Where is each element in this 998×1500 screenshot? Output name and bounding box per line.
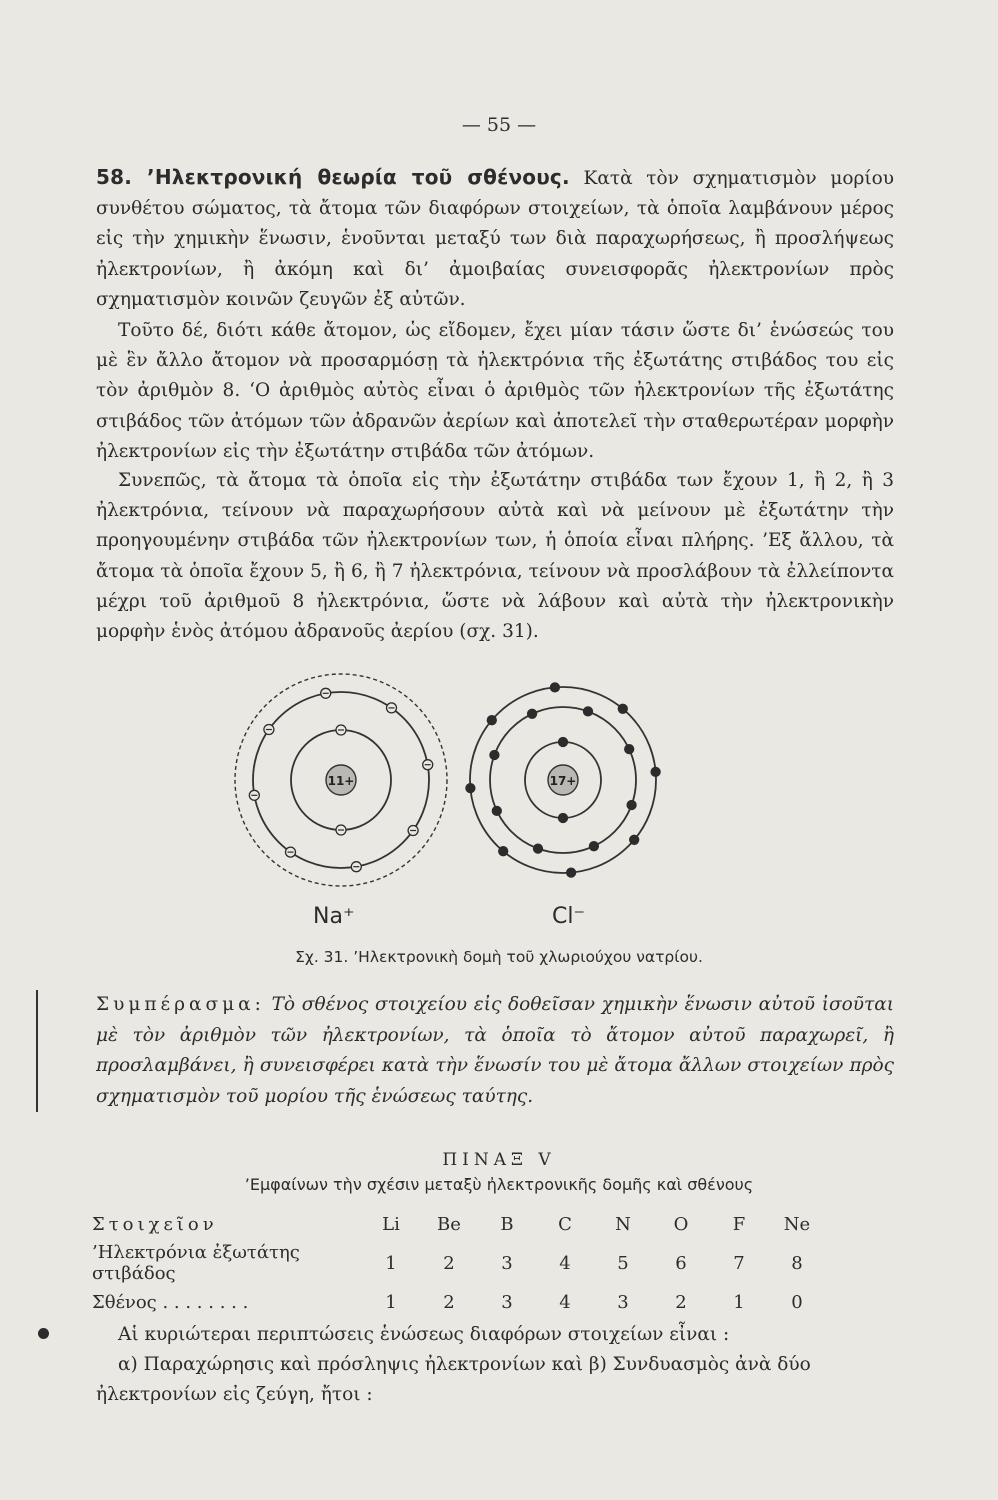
table-cell: Ne <box>783 1213 811 1235</box>
cl-electron-shell-3 <box>618 704 627 713</box>
conclusion-text: Τὸ σθένος στοιχείου εἰς δοθεῖσαν χημικὴν ἕνωσιν αὐτοῦ ἰσοῦται μὲ τὸν ἀριθμὸν τῶν ἠλεκτρονίων, τὰ ὁποῖα τὸ ἄτομον αὐτοῦ παραχωρεῖ, ἢ προσλαμβάνει, ἢ συνεισφέρει κατὰ τὴν ἕνωσίν του μὲ ἄτομα ἄλλων στοιχείων πρὸς σχηματισμὸν τοῦ μορίου τῆς ἑνώσεως ταύτης. <box>96 994 894 1107</box>
table-row-label: Σθένος . . . . . . . . <box>92 1291 249 1313</box>
cl-electron-shell-3 <box>550 683 559 692</box>
table-cell: 2 <box>443 1291 455 1313</box>
conclusion-label: Συμπέρασμα: <box>96 994 265 1015</box>
table-cell: 1 <box>733 1291 745 1313</box>
valence-table <box>92 1208 826 1318</box>
cl-electron-shell-2 <box>627 801 636 810</box>
final-line-2: α) Παραχώρησις καὶ πρόσληψις ἠλεκτρονίων καὶ β) Συνδυασμὸς ἀνὰ δύο ἠλεκτρονίων εἰς ζεύγη, ἤτοι : <box>96 1354 811 1406</box>
table-cell: 0 <box>791 1291 803 1313</box>
cl-electron-shell-3 <box>487 716 496 725</box>
table-row-elements <box>92 1208 826 1240</box>
table-cell: Be <box>437 1213 461 1235</box>
table-subtitle: ’Εμφαίνων τὴν σχέσιν μεταξὺ ἠλεκτρονικῆς δομῆς καὶ σθένους <box>244 1175 754 1194</box>
table-cell: 1 <box>385 1291 397 1313</box>
sodium-atom-diagram <box>235 674 447 886</box>
conclusion-block <box>96 990 894 1112</box>
page-number: — 55 — <box>461 114 537 136</box>
table-cell: F <box>732 1213 746 1235</box>
table-cell: N <box>615 1213 631 1235</box>
paragraph-3: Συνεπῶς, τὰ ἄτομα τὰ ὁποῖα εἰς τὴν ἐξωτάτην στιβάδα των ἔχουν 1, ἢ 2, ἢ 3 ἠλεκτρόνια, τείνουν νὰ παραχωρήσουν αὐτὰ καὶ νὰ μείνουν μὲ ἐξωτάτην τὴν προηγουμένην στιβάδα τῶν ἠλεκτρονίων των, ἡ ὁποία εἶναι πλήρης. ’Εξ ἄλλου, τὰ ἄτομα τὰ ὁποῖα ἔχουν 5, ἢ 6, ἢ 7 ἠλεκτρόνια, τείνουν νὰ προσλάβουν τὰ ἐλλείποντα μέχρι τοῦ ἀριθμοῦ 8 ἠλεκτρόνια, ὥστε νὰ λάβουν καὶ αὐτὰ τὴν ἠλεκτρονικὴν μορφὴν ἑνὸς ἀτόμου ἀδρανοῦς ἀερίου (σχ. 31). <box>96 470 894 643</box>
cl-electron-shell-3 <box>466 784 475 793</box>
conclusion-margin-bar <box>36 990 38 1112</box>
cl-electron-shell-2 <box>490 751 499 760</box>
section-heading: 58. ’Ηλεκτρονική θεωρία τοῦ σθένους. <box>96 165 570 189</box>
final-paragraph <box>96 1320 894 1411</box>
table-cell: 7 <box>733 1252 745 1274</box>
cl-electron-shell-1 <box>559 738 568 747</box>
paragraph-2: Τοῦτο δέ, διότι κάθε ἄτομον, ὡς εἴδομεν, ἔχει μίαν τάσιν ὥστε δι’ ἑνώσεώς του μὲ ἓν ἄλλο ἄτομον νὰ προσαρμόσῃ τὰ ἠλεκτρόνια τῆς ἐξωτάτης στιβάδος του εἰς τὸν ἀριθμὸν 8. ‘Ο ἀριθμὸς αὐτὸς εἶναι ὁ ἀριθμὸς τῶν ἠλεκτρονίων τῆς ἐξωτάτης στιβάδος τῶν ἀτόμων τῶν ἀδρανῶν ἀερίων καὶ ἀποτελεῖ τὴν σταθερωτέραν μορφὴν ἠλεκτρονίων εἰς τὴν ἐξωτάτην στιβάδα τῶν ἀτόμων. <box>96 320 894 462</box>
table-cell: 6 <box>675 1252 687 1274</box>
cl-electron-shell-3 <box>651 767 660 776</box>
na-nucleus-label: 11+ <box>327 774 355 788</box>
table-cell: 1 <box>385 1252 397 1274</box>
table-cell: 3 <box>617 1291 629 1313</box>
final-line-1: Αἱ κυριώτεραι περιπτώσεις ἑνώσεως διαφόρων στοιχείων εἶναι : <box>118 1324 730 1345</box>
na-ion-label: Na⁺ <box>313 904 355 929</box>
cl-nucleus-label: 17+ <box>549 774 577 788</box>
cl-electron-shell-2 <box>589 842 598 851</box>
table-cell: C <box>558 1213 572 1235</box>
table-cell: 2 <box>443 1252 455 1274</box>
table-cell: B <box>500 1213 514 1235</box>
cl-electron-shell-2 <box>534 844 543 853</box>
atom-structure-figure <box>220 660 740 940</box>
table-cell: O <box>673 1213 689 1235</box>
chlorine-atom-diagram <box>466 683 660 877</box>
cl-electron-shell-3 <box>499 847 508 856</box>
table-cell: 8 <box>791 1252 803 1274</box>
table-cell: 3 <box>501 1252 513 1274</box>
cl-electron-shell-2 <box>492 806 501 815</box>
cl-electron-shell-2 <box>584 707 593 716</box>
cl-electron-shell-2 <box>528 709 537 718</box>
figure-caption: Σχ. 31. ’Ηλεκτρονικὴ δομὴ τοῦ χλωριούχου νατρίου. <box>295 948 703 966</box>
table-row-label: ’Ηλεκτρόνια ἐξωτάτης στιβάδος <box>92 1242 300 1284</box>
cl-electron-shell-1 <box>559 814 568 823</box>
section-text: Κατὰ τὸν σχηματισμὸν μορίου συνθέτου σώματος, τὰ ἄτομα τῶν διαφόρων στοιχείων, τὰ ὁποῖα λαμβάνουν μέρος εἰς τὴν χημικὴν ἕνωσιν, ἑνοῦνται μεταξύ των διὰ παραχωρήσεως, ἢ προσλήψεως ἠλεκτρονίων, ἢ ἀκόμη καὶ δι’ ἀμοιβαίας συνεισφορᾶς ἠλεκτρονίων πρὸς σχηματισμὸν κοινῶν ζευγῶν ἐξ αὐτῶν. <box>96 168 894 310</box>
cl-electron-shell-3 <box>630 835 639 844</box>
cl-electron-shell-3 <box>567 868 576 877</box>
table-cell: 4 <box>559 1252 571 1274</box>
cl-ion-label: Cl⁻ <box>552 904 586 929</box>
bullet-marker <box>38 1328 49 1339</box>
table-cell: 4 <box>559 1291 571 1313</box>
cl-electron-shell-2 <box>625 745 634 754</box>
table-cell: 2 <box>675 1291 687 1313</box>
table-row-outer-electrons <box>92 1240 826 1286</box>
table-title: ΠΙΝΑΞ V <box>442 1150 556 1170</box>
table-row-header: Στοιχεῖον <box>92 1213 218 1235</box>
table-row-valence <box>92 1286 826 1318</box>
table-cell: Li <box>382 1213 400 1235</box>
section-58 <box>96 162 894 315</box>
table-cell: 3 <box>501 1291 513 1313</box>
table-cell: 5 <box>617 1252 629 1274</box>
